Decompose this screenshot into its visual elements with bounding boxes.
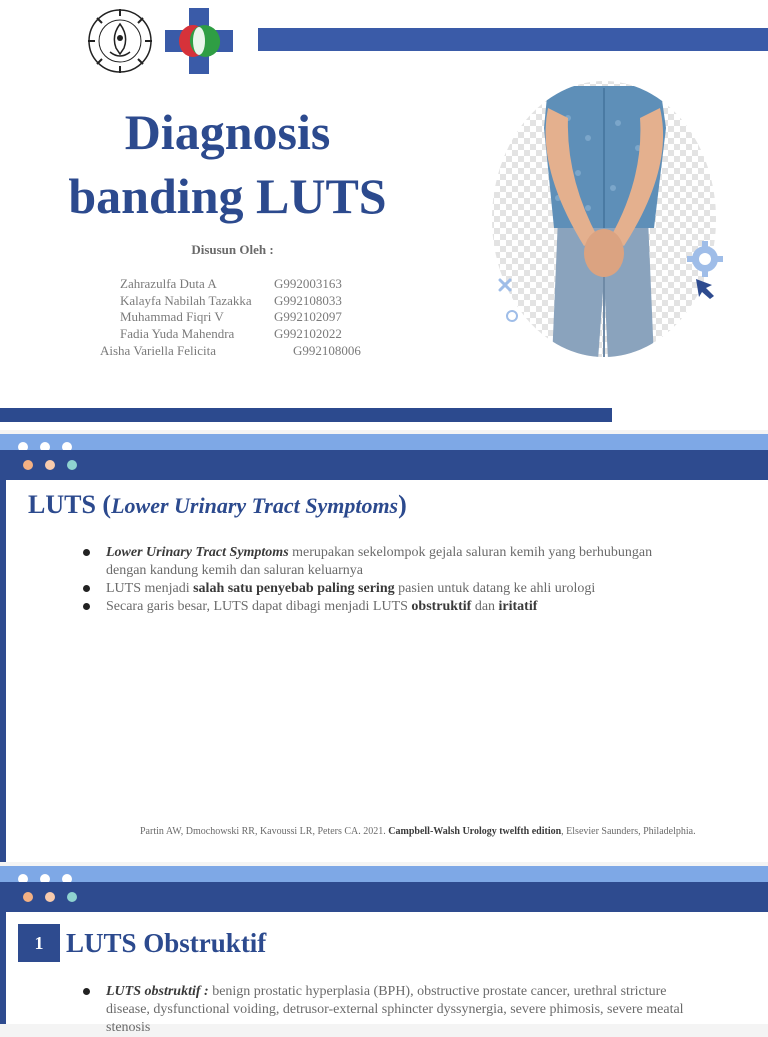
heading-paren-close: ) <box>398 490 407 519</box>
slide-heading <box>28 490 407 520</box>
bullet-bold: iritatif <box>498 599 538 614</box>
title-line-2: banding LUTS <box>68 168 387 224</box>
title-line-1: Diagnosis <box>124 104 331 160</box>
slide-heading: LUTS Obstruktif <box>66 928 267 958</box>
bullet-emphasis: Lower Urinary Tract Symptoms <box>106 545 289 560</box>
heading-paren-open: ( <box>102 490 112 519</box>
list-item <box>78 598 678 616</box>
reference-citation <box>140 826 696 837</box>
author-name: Aisha Variella Felicita <box>100 343 217 358</box>
author-name: Muhammad Fiqri V <box>120 309 224 324</box>
author-id: G992108006 <box>293 343 361 358</box>
slide-header-light-bar <box>0 866 768 882</box>
reference-publisher: , Elsevier Saunders, Philadelphia. <box>561 826 696 837</box>
decorative-icons <box>488 236 738 336</box>
header-dot-teal <box>67 892 77 902</box>
reference-book-title: Campbell-Walsh Urology twelfth edition <box>388 826 562 837</box>
presentation-title <box>40 100 415 228</box>
title-slide <box>0 0 768 430</box>
header-accent-bar <box>258 28 768 51</box>
heading-italic: Lower Urinary Tract Symptoms <box>111 493 399 518</box>
slide-header-dark-bar <box>6 882 768 912</box>
author-name: Fadia Yuda Mahendra <box>120 326 235 341</box>
bullet-text: LUTS menjadi <box>106 581 194 596</box>
bullet-bold: obstruktif <box>411 599 472 614</box>
section-number-badge: 1 <box>18 924 60 962</box>
university-seal-logo <box>86 8 154 74</box>
bullet-text: merupakan sekelompok gejala saluran kemih yang berhubungan dengan kandung kemih dan saluran keluarnya <box>106 545 653 578</box>
slide-left-edge <box>0 450 6 862</box>
ring-icon <box>507 311 517 321</box>
author-name: Kalayfa Nabilah Tazakka <box>120 293 252 308</box>
compiled-by-label: Disusun Oleh : <box>191 242 274 257</box>
definition-bullets <box>78 544 678 616</box>
bullet-text: Secara garis besar, LUTS dapat dibagi menjadi LUTS <box>106 599 412 614</box>
header-dot-orange <box>23 892 33 902</box>
slide-left-edge <box>0 882 6 1024</box>
footer-accent-bar <box>0 408 612 422</box>
list-item <box>78 983 698 1037</box>
bullet-text: pasien untuk datang ke ahli urologi <box>394 581 596 596</box>
bullet-text: benign prostatic hyperplasia (BPH), obstructive prostate cancer, urethral stricture disease, dysfunctional voiding, detrusor-external sphincter dyssynergia, severe phimosis, severe meatal stenosis <box>106 984 684 1035</box>
author-name: Zahrazulfa Duta A <box>120 276 217 291</box>
header-dot-orange <box>23 460 33 470</box>
header-dot-peach <box>45 892 55 902</box>
bullet-emphasis: LUTS obstruktif : <box>106 984 209 999</box>
author-id: G992102022 <box>274 326 342 341</box>
gear-icon <box>687 241 723 277</box>
slide-header-light-bar <box>0 434 768 450</box>
author-id: G992108033 <box>274 293 342 308</box>
obstruktif-bullets <box>78 983 698 1037</box>
bullet-text: dan <box>471 599 499 614</box>
author-id: G992003163 <box>274 276 342 291</box>
ministry-logo <box>163 6 235 76</box>
header-dot-teal <box>67 460 77 470</box>
slide-header-dark-bar <box>6 450 768 480</box>
cross-icon <box>500 280 510 290</box>
bullet-bold: salah satu penyebab paling sering <box>193 581 395 596</box>
reference-authors: Partin AW, Dmochowski RR, Kavoussi LR, Peters CA. 2021. <box>140 826 389 837</box>
author-id: G992102097 <box>274 309 342 324</box>
cursor-icon <box>696 279 714 299</box>
list-item <box>78 580 678 598</box>
list-item <box>78 544 678 580</box>
heading-luts: LUTS <box>28 490 96 519</box>
header-dot-peach <box>45 460 55 470</box>
